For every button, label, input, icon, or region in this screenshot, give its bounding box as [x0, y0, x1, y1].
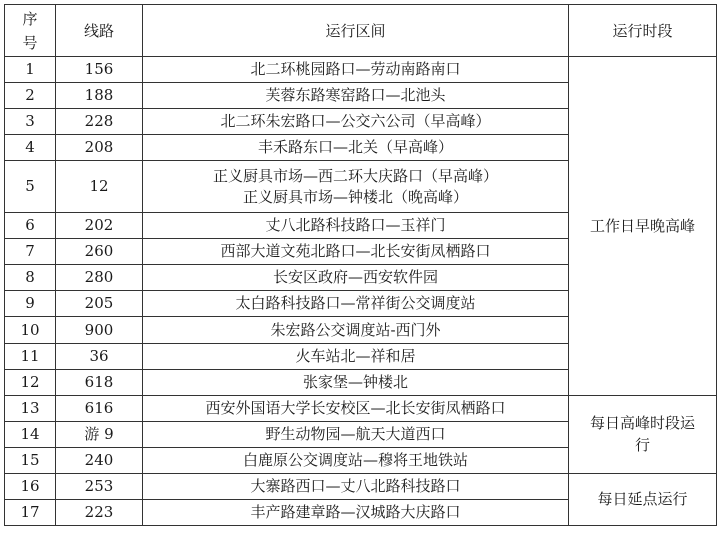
route-number: 12: [56, 161, 143, 213]
route-number: 228: [56, 109, 143, 135]
route-section: [143, 239, 569, 265]
row-number: 1: [5, 57, 56, 83]
route-number: 游 9: [56, 421, 143, 447]
route-section: [143, 161, 569, 213]
route-section: [143, 135, 569, 161]
route-section-line: 西部大道文苑北路口—北长安街凤栖路口: [220, 242, 491, 261]
header-route: 线路: [56, 5, 143, 57]
route-number: 260: [56, 239, 143, 265]
route-section: [143, 395, 569, 421]
route-section: [143, 265, 569, 291]
route-number: 618: [56, 369, 143, 395]
table-row: [5, 395, 717, 421]
row-number: 4: [5, 135, 56, 161]
operating-period: 工作日早晚高峰: [569, 57, 717, 396]
operating-period: 每日高峰时段运行: [569, 395, 717, 473]
row-number: 14: [5, 421, 56, 447]
route-section-line: 朱宏路公交调度站-西门外: [270, 320, 441, 339]
route-section-line: 丈八北路科技路口—玉祥门: [265, 216, 446, 235]
route-number: 208: [56, 135, 143, 161]
route-section: [143, 421, 569, 447]
bus-route-table: [4, 4, 717, 526]
route-section: [143, 499, 569, 525]
route-section: [143, 317, 569, 343]
route-number: 253: [56, 473, 143, 499]
route-section-line: 正义厨具市场—西二环大庆路口（早高峰）: [212, 166, 498, 185]
route-section: [143, 109, 569, 135]
route-section-line: 丰禾路东口—北关（早高峰）: [257, 138, 453, 157]
route-number: 156: [56, 57, 143, 83]
row-number: 2: [5, 83, 56, 109]
route-section: [143, 447, 569, 473]
row-number: 7: [5, 239, 56, 265]
row-number: 5: [5, 161, 56, 213]
route-section-line: 北二环桃园路口—劳动南路南口: [250, 60, 461, 79]
route-section-line: 白鹿原公交调度站—穆将王地铁站: [242, 450, 468, 469]
table-row: [5, 57, 717, 83]
route-number: 188: [56, 83, 143, 109]
row-number: 16: [5, 473, 56, 499]
route-section-line: 芙蓉东路寒窑路口—北池头: [265, 86, 446, 105]
row-number: 17: [5, 499, 56, 525]
route-number: 616: [56, 395, 143, 421]
route-section-line: 长安区政府—西安软件园: [272, 268, 438, 287]
row-number: 13: [5, 395, 56, 421]
row-number: 11: [5, 343, 56, 369]
route-section-line: 丰产路建章路—汉城路大庆路口: [250, 502, 461, 521]
route-number: 205: [56, 291, 143, 317]
route-section-line: 北二环朱宏路口—公交六公司（早高峰）: [220, 112, 491, 131]
route-section-line: 西安外国语大学长安校区—北长安街凤栖路口: [205, 398, 506, 417]
row-number: 9: [5, 291, 56, 317]
route-number: 202: [56, 213, 143, 239]
row-number: 10: [5, 317, 56, 343]
route-section: [143, 291, 569, 317]
route-section: [143, 213, 569, 239]
route-section: [143, 473, 569, 499]
route-section-line: 张家堡—钟楼北: [302, 372, 408, 391]
route-number: 223: [56, 499, 143, 525]
route-number: 240: [56, 447, 143, 473]
header-no: 序号: [5, 5, 56, 57]
route-number: 900: [56, 317, 143, 343]
row-number: 15: [5, 447, 56, 473]
header-period: 运行时段: [569, 5, 717, 57]
table-row: [5, 473, 717, 499]
row-number: 8: [5, 265, 56, 291]
route-section-line: 火车站北—祥和居: [295, 346, 416, 365]
route-section: [143, 83, 569, 109]
route-number: 280: [56, 265, 143, 291]
operating-period: 每日延点运行: [569, 473, 717, 525]
route-section-line: 太白路科技路口—常祥街公交调度站: [235, 294, 476, 313]
route-section: [143, 343, 569, 369]
route-section: [143, 57, 569, 83]
route-section: [143, 369, 569, 395]
row-number: 3: [5, 109, 56, 135]
route-number: 36: [56, 343, 143, 369]
row-number: 6: [5, 213, 56, 239]
route-section-line: 野生动物园—航天大道西口: [265, 424, 446, 443]
header-row: [5, 5, 717, 57]
header-section: 运行区间: [143, 5, 569, 57]
row-number: 12: [5, 369, 56, 395]
route-section-line: 大寨路西口—丈八北路科技路口: [250, 476, 461, 495]
route-section-line: 正义厨具市场—钟楼北（晚高峰）: [242, 187, 468, 206]
